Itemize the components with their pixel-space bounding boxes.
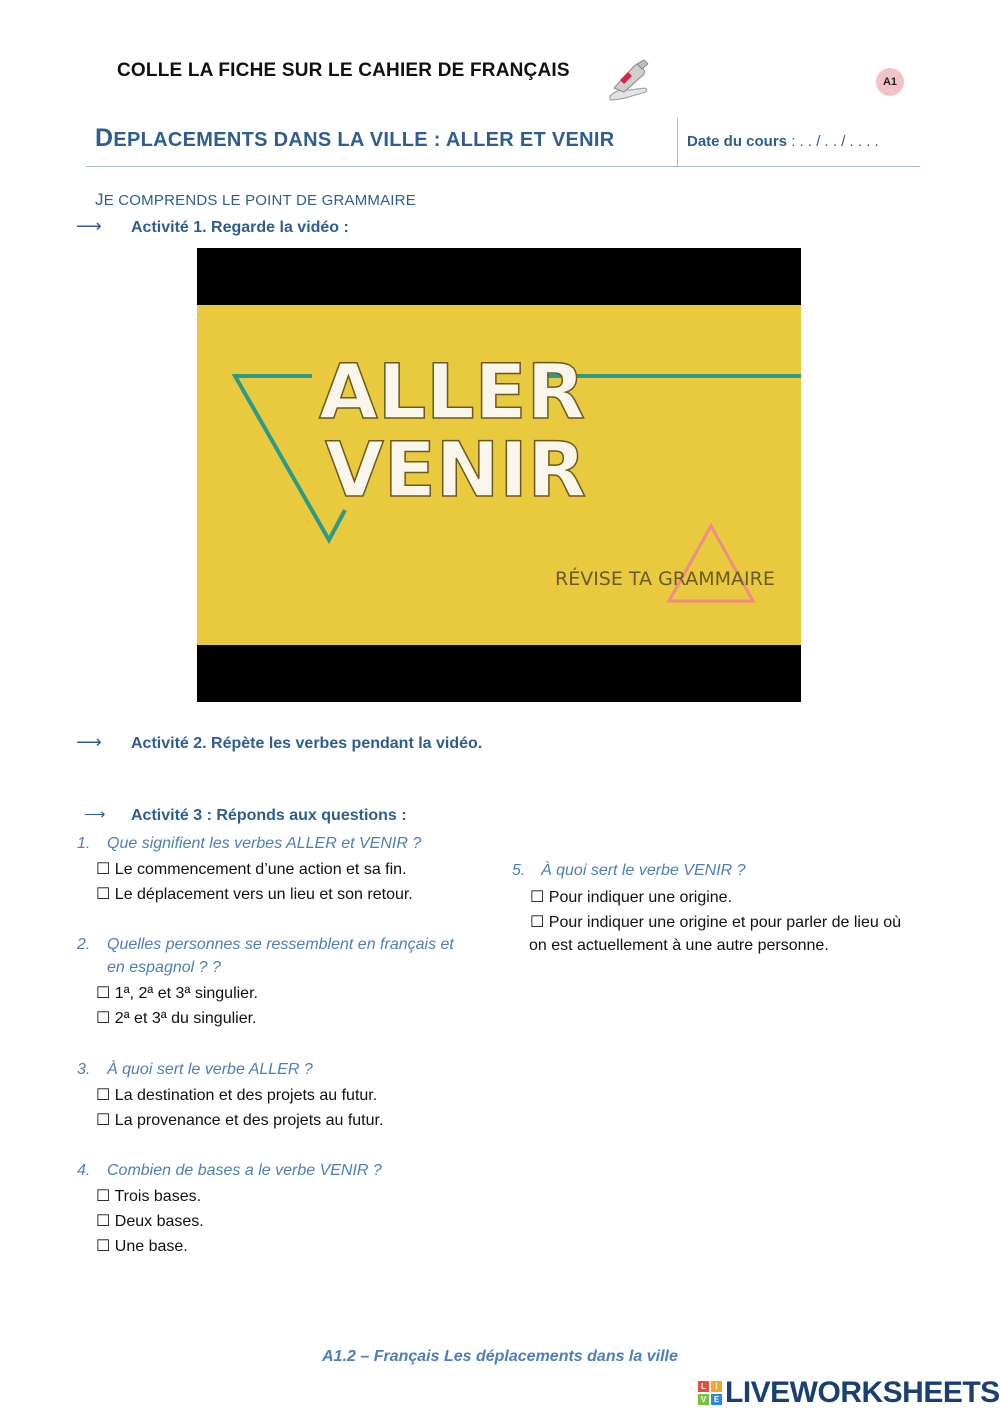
question-5-number: 5. (512, 862, 526, 879)
question-2-number: 2. (77, 936, 91, 953)
activity-2-label: Activité 2. Répète les verbes pendant la vidéo. (131, 735, 483, 752)
title-initial: D (95, 124, 114, 152)
activity-1-label: Activité 1. Regarde la vidéo : (131, 219, 349, 236)
question-2-option-2[interactable]: ☐ 2ª et 3ª du singulier. (96, 1010, 257, 1027)
date-label: Date du cours (687, 133, 788, 150)
logo-tile-e: E (711, 1394, 722, 1405)
question-3-option-2[interactable]: ☐ La provenance et des projets au futur. (96, 1112, 384, 1129)
video-thumbnail (197, 248, 801, 702)
logo-tile-l: L (698, 1381, 709, 1392)
course-date (687, 133, 879, 150)
question-4-option-1[interactable]: ☐ Trois bases. (96, 1188, 202, 1205)
question-3-text: À quoi sert le verbe ALLER ? (107, 1061, 313, 1078)
logo-wordmark: LIVEWORKSHEETS (725, 1376, 1000, 1409)
section-rest: E COMPRENDS LE POINT DE GRAMMAIRE (103, 192, 416, 209)
page-footer: A1.2 – Français Les déplacements dans la ville (322, 1348, 678, 1365)
question-1-text: Que signifient les verbes ALLER et VENIR ? (107, 835, 422, 852)
logo-tile-i: I (711, 1381, 722, 1392)
header-rule (86, 166, 920, 167)
glue-hand-icon (604, 58, 652, 104)
question-1-option-1[interactable]: ☐ Le commencement d’une action et sa fin. (96, 861, 407, 878)
question-5-option-1[interactable]: ☐ Pour indiquer une origine. (530, 889, 733, 906)
date-blank: : . . / . . / . . . . (787, 133, 879, 150)
question-2-text: Quelles personnes se ressemblent en français et (107, 936, 454, 953)
question-4-option-2[interactable]: ☐ Deux bases. (96, 1213, 204, 1230)
grammar-video[interactable] (197, 248, 801, 702)
section-heading (95, 190, 416, 210)
question-3-option-1[interactable]: ☐ La destination et des projets au futur. (96, 1087, 378, 1104)
video-subtitle: RÉVISE TA GRAMMAIRE (555, 568, 775, 590)
question-5-option-2-continued: on est actuellement à une autre personne. (529, 937, 829, 954)
question-2-text-line-2: en espagnol ? ? (107, 959, 221, 976)
video-title-aller: ALLER (319, 347, 586, 436)
video-title-venir: VENIR (325, 425, 587, 514)
level-badge: A1 (876, 68, 904, 96)
question-3-number: 3. (77, 1061, 91, 1078)
header-separator (677, 118, 678, 166)
page-title (95, 124, 615, 153)
arrow-icon: ⟶ (76, 732, 102, 752)
section-initial: J (95, 190, 104, 209)
title-rest: EPLACEMENTS DANS LA VILLE : ALLER ET VENIR (113, 129, 615, 151)
question-1-option-2[interactable]: ☐ Le déplacement vers un lieu et son retour. (96, 886, 413, 903)
question-5-text: À quoi sert le verbe VENIR ? (541, 862, 746, 879)
question-4-option-3[interactable]: ☐ Une base. (96, 1238, 188, 1255)
live-tiles-icon (698, 1381, 722, 1405)
question-5-option-2[interactable]: ☐ Pour indiquer une origine et pour parler de lieu où (530, 914, 902, 931)
question-1-number: 1. (77, 835, 91, 852)
question-4-number: 4. (77, 1162, 91, 1179)
paste-instruction: COLLE LA FICHE SUR LE CAHIER DE FRANÇAIS (117, 60, 570, 81)
question-4-text: Combien de bases a le verbe VENIR ? (107, 1162, 382, 1179)
arrow-icon: ⟶ (76, 216, 102, 236)
liveworksheets-logo[interactable] (698, 1376, 1000, 1410)
logo-tile-v: V (698, 1394, 709, 1405)
arrow-icon: ⟶ (84, 806, 106, 823)
activity-3-label: Activité 3 : Réponds aux questions : (131, 807, 407, 824)
question-2-option-1[interactable]: ☐ 1ª, 2ª et 3ª singulier. (96, 985, 258, 1002)
